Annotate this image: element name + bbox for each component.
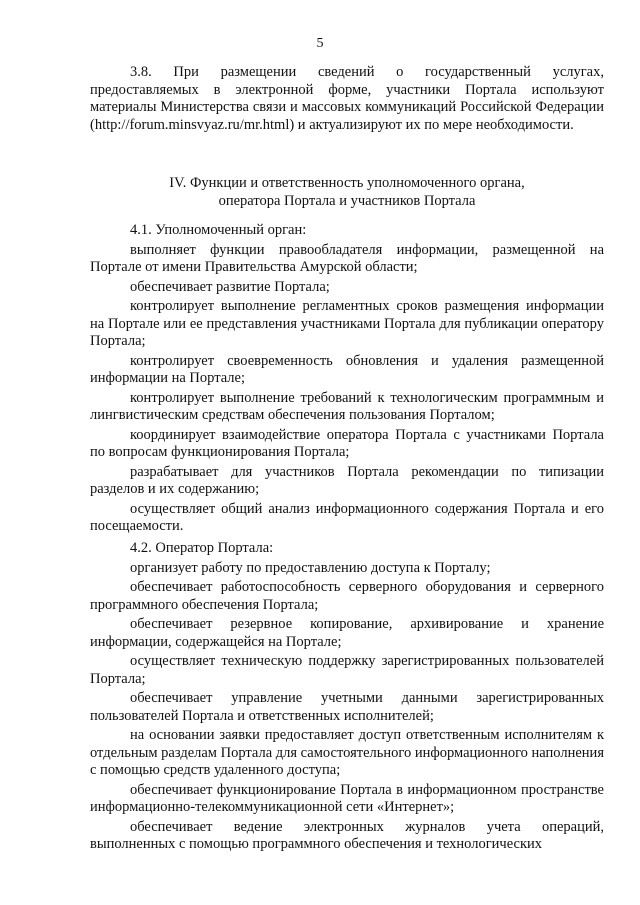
list-item: контролирует выполнение требований к технологическим программным и лингвистическим средствам обеспечения пользования Порталом;: [90, 389, 604, 423]
list-item: обеспечивает функционирование Портала в информационном пространстве информационно-телекоммуникационной сети «Интернет»;: [90, 781, 604, 815]
section-heading-line-2: оператора Портала и участников Портала: [218, 193, 476, 209]
list-item: обеспечивает ведение электронных журналов учета операций, выполненных с помощью программного обеспечения и технологических: [90, 818, 604, 852]
list-item: контролирует своевременность обновления и удаления размещенной информации на Портале;: [90, 352, 604, 386]
list-item: выполняет функции правообладателя информации, размещенной на Портале от имени Правительства Амурской области;: [90, 241, 604, 275]
subsection-title: 4.2. Оператор Портала:: [130, 540, 274, 556]
intro-block: [90, 64, 604, 136]
list-item: координирует взаимодействие оператора Портала с участниками Портала по вопросам функционирования Портала;: [90, 426, 604, 460]
list-item: на основании заявки предоставляет доступ ответственным исполнителям к отдельным разделам Портала для самостоятельного информационного наполнения с помощью средств удаленного доступа;: [90, 727, 604, 778]
list-item: обеспечивает развитие Портала;: [130, 278, 330, 295]
list-item: организует работу по предоставлению доступа к Порталу;: [130, 559, 491, 576]
paragraph-3-8: 3.8. При размещении сведений о государственный услугах, предоставляемых в электронной форме, участники Портала используют материалы Министерства связи и массовых коммуникаций Российской Федерации (http://forum.minsvyaz.ru/mr.html) и актуализируют их по мере необходимости.: [90, 64, 604, 133]
list-item: контролирует выполнение регламентных сроков размещения информации на Портале или ее представления участниками Портала для публикации оператору Портала;: [90, 298, 604, 349]
subsection-4-1: [90, 222, 604, 538]
subsection-4-2: [90, 540, 604, 856]
page-number: 5: [316, 36, 324, 51]
list-item: разрабатывает для участников Портала рекомендации по типизации разделов и их содержанию;: [90, 463, 604, 497]
list-item: осуществляет техническую поддержку зарегистрированных пользователей Портала;: [90, 653, 604, 687]
section-heading-line-1: IV. Функции и ответственность уполномоченного органа,: [169, 175, 525, 191]
list-item: обеспечивает работоспособность серверного оборудования и серверного программного обеспечения Портала;: [90, 579, 604, 613]
list-item: осуществляет общий анализ информационного содержания Портала и его посещаемости.: [90, 500, 604, 534]
section-heading: [90, 174, 604, 210]
list-item: обеспечивает резервное копирование, архивирование и хранение информации, содержащейся на Портале;: [90, 616, 604, 650]
list-item: обеспечивает управление учетными данными зарегистрированных пользователей Портала и ответственных исполнителей;: [90, 690, 604, 724]
subsection-title: 4.1. Уполномоченный орган:: [130, 222, 307, 238]
